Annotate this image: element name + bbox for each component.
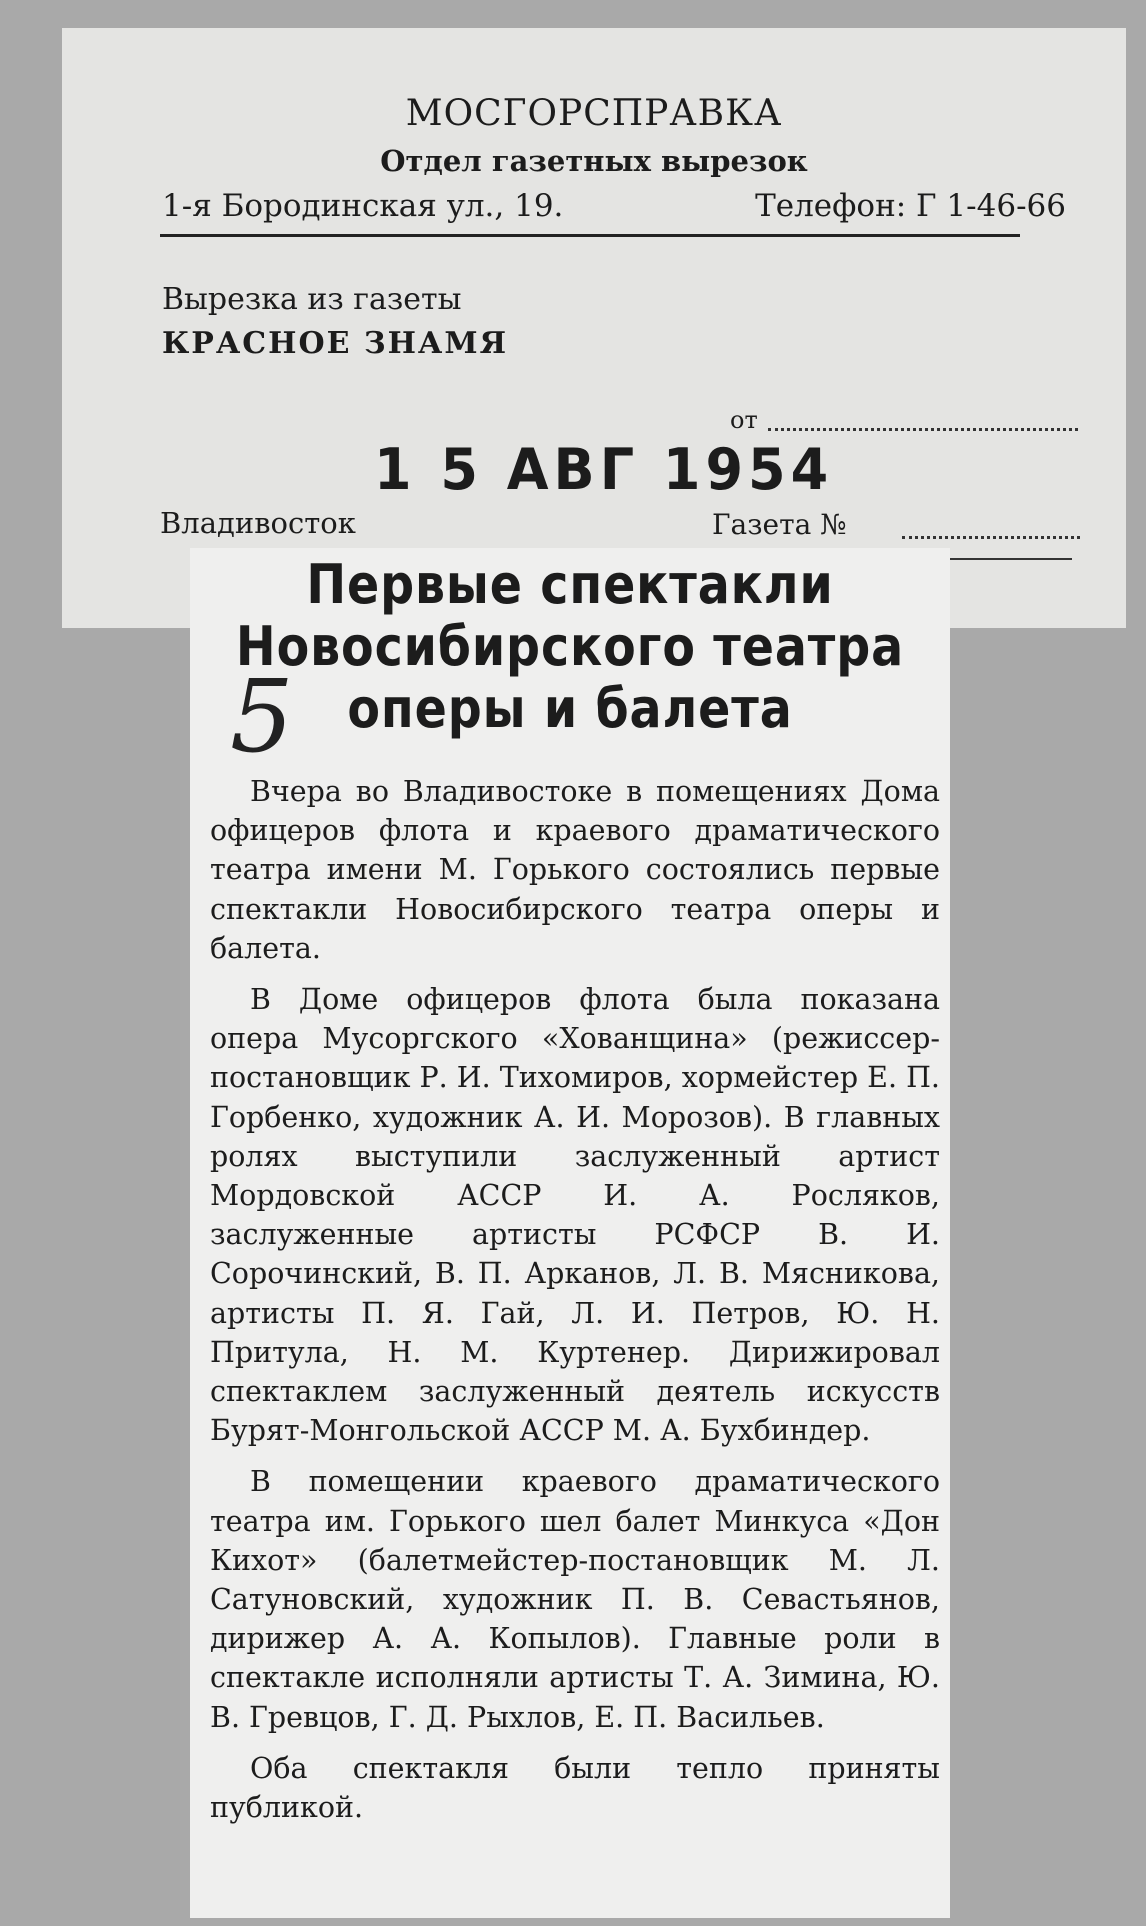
article-paragraph-2: В Доме офицеров флота была показана опера Мусоргского «Хованщина» (режиссер-постановщик Р. И. Тихомиров, хормейстер Е. П. Горбенко, художник А. И. Морозов). В главных ролях выступили заслуженный артист Мордовской АССР И. А. Росляков, заслуженные артисты РСФСР В. И. Сорочинский, В. П. Арканов, Л. В. Мясникова, артисты П. Я. Гай, Л. И. Петров, Ю. Н. Притула, Н. М. Куртенер. Дирижировал спектаклем заслуженный деятель искусств Бурят-Монгольской АССР М. А. Бухбиндер. bbox=[210, 983, 940, 1448]
slip-divider bbox=[160, 234, 1020, 237]
date-stamp: 1 5 АВГ 1954 bbox=[374, 436, 834, 503]
headline-line-3: оперы и балета bbox=[347, 677, 793, 740]
newspaper-clipping bbox=[190, 548, 950, 1918]
headline-line-2: Новосибирского театра bbox=[235, 615, 905, 678]
newspaper-name: КРАСНОЕ ЗНАМЯ bbox=[162, 326, 509, 361]
issue-dotted-line bbox=[902, 536, 1080, 539]
clipping-bureau-slip bbox=[62, 28, 1126, 628]
headline-line-1: Первые спектакли bbox=[306, 553, 834, 616]
clipping-label: Вырезка из газеты bbox=[162, 282, 462, 317]
article-paragraph-4: Оба спектакля были тепло приняты публикой. bbox=[210, 1751, 940, 1825]
from-label: от bbox=[730, 406, 758, 434]
article-headline bbox=[236, 554, 905, 740]
from-dotted-line bbox=[768, 428, 1078, 431]
bureau-phone: Телефон: Г 1-46-66 bbox=[755, 188, 1066, 224]
bureau-name: МОСГОРСПРАВКА bbox=[405, 93, 783, 134]
article-body bbox=[210, 772, 940, 1839]
bureau-department: Отдел газетных вырезок bbox=[380, 144, 808, 178]
article-paragraph-3: В помещении краевого драматического театра им. Горького шел балет Минкуса «Дон Кихот» (балетмейстер-постановщик М. Л. Сатуновский, художник П. В. Севастьянов, дирижер А. А. Копылов). Главные роли в спектакле исполняли артисты Т. А. Зимина, Ю. В. Гревцов, Г. Д. Рыхлов, Е. П. Васильев. bbox=[210, 1465, 940, 1734]
article-paragraph-1: Вчера во Владивостоке в помещениях Дома офицеров флота и краевого драматического театра имени М. Горького состоялись первые спектакли Новосибирского театра оперы и балета. bbox=[210, 775, 940, 965]
bureau-address: 1-я Бородинская ул., 19. bbox=[162, 188, 564, 224]
city-label: Владивосток bbox=[160, 506, 356, 540]
issue-label: Газета № bbox=[712, 508, 847, 541]
handwritten-mark: 5 bbox=[230, 658, 294, 775]
